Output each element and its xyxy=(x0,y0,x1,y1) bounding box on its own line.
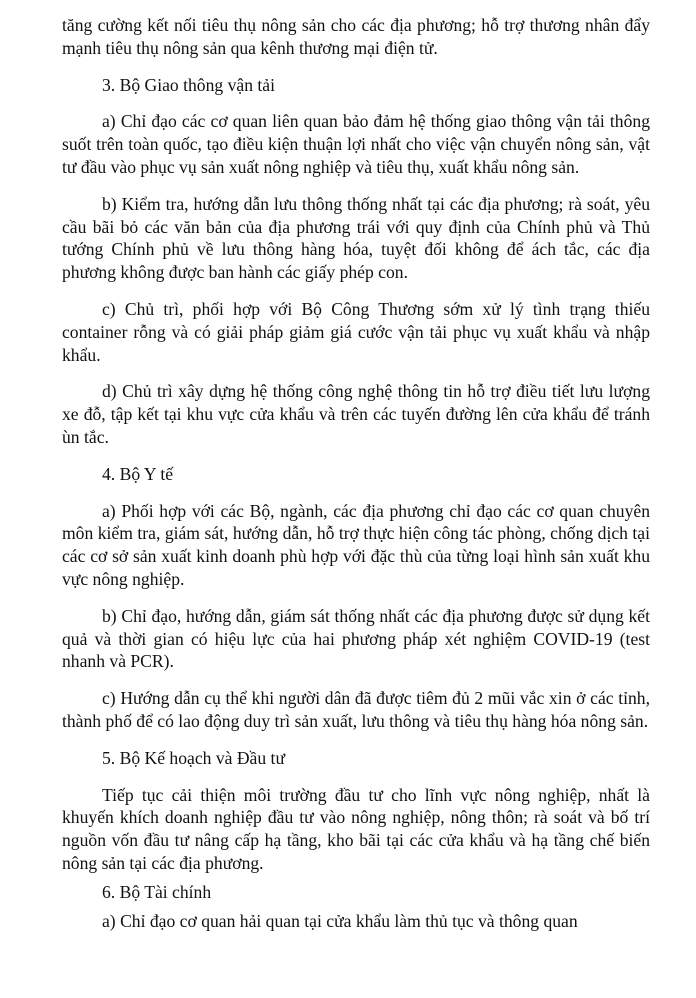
paragraph-continuation: tăng cường kết nối tiêu thụ nông sản cho các địa phương; hỗ trợ thương nhân đẩy mạnh tiêu thụ nông sản qua kênh thương mại điện tử. xyxy=(62,15,650,58)
paragraph-health-b: b) Chỉ đạo, hướng dẫn, giám sát thống nhất các địa phương được sử dụng kết quả và thời gian có hiệu lực của hai phương pháp xét nghiệm COVID-19 (test nhanh và PCR). xyxy=(62,605,650,672)
section-heading-transport: 3. Bộ Giao thông vận tải xyxy=(102,74,275,95)
section-heading-health: 4. Bộ Y tế xyxy=(102,463,174,484)
paragraph-transport-b: b) Kiểm tra, hướng dẫn lưu thông thống nhất tại các địa phương; rà soát, yêu cầu bãi bỏ các văn bản của địa phương trái với quy định của Chính phủ và Thủ tướng Chính phủ về lưu thông hàng hóa, tuyệt đối không để ách tắc, các địa phương không được ban hành các giấy phép con. xyxy=(62,193,650,283)
paragraph-transport-c: c) Chủ trì, phối hợp với Bộ Công Thương sớm xử lý tình trạng thiếu container rỗng và có giải pháp giảm giá cước vận tải phục vụ xuất khẩu và nhập khẩu. xyxy=(62,298,650,365)
paragraph-transport-d: d) Chủ trì xây dựng hệ thống công nghệ thông tin hỗ trợ điều tiết lưu lượng xe đỗ, tập kết tại khu vực cửa khẩu và trên các tuyến đường lên cửa khẩu để tránh ùn tắc. xyxy=(62,381,650,447)
section-heading-planning: 5. Bộ Kế hoạch và Đầu tư xyxy=(102,747,285,768)
paragraph-planning: Tiếp tục cải thiện môi trường đầu tư cho lĩnh vực nông nghiệp, nhất là khuyến khích doanh nghiệp đầu tư vào nông nghiệp, nông thôn; rà soát và bố trí nguồn vốn đầu tư nâng cấp hạ tầng, kho bãi tại các cửa khẩu và hạ tầng chế biến nông sản tại các địa phương. xyxy=(62,784,650,873)
paragraph-finance-a: a) Chỉ đạo cơ quan hải quan tại cửa khẩu làm thủ tục và thông quan xyxy=(102,910,578,931)
section-heading-finance: 6. Bộ Tài chính xyxy=(102,881,212,902)
paragraph-transport-a: a) Chỉ đạo các cơ quan liên quan bảo đảm hệ thống giao thông vận tải thông suốt trên toàn quốc, tạo điều kiện thuận lợi nhất cho việc vận chuyển nông sản, vật tư đầu vào phục vụ sản xuất nông nghiệp và tiêu thụ, xuất khẩu nông sản. xyxy=(62,111,650,177)
paragraph-health-a: a) Phối hợp với các Bộ, ngành, các địa phương chỉ đạo các cơ quan chuyên môn kiểm tra, giám sát, hướng dẫn, hỗ trợ thực hiện công tác phòng, chống dịch tại các cơ sở sản xuất kinh doanh phù hợp với đặc thù của từng loại hình sản xuất khu vực nông nghiệp. xyxy=(62,500,650,589)
paragraph-health-c: c) Hướng dẫn cụ thể khi người dân đã được tiêm đủ 2 mũi vắc xin ở các tỉnh, thành phố để có lao động duy trì sản xuất, lưu thông và tiêu thụ hàng hóa nông sản. xyxy=(62,688,650,731)
